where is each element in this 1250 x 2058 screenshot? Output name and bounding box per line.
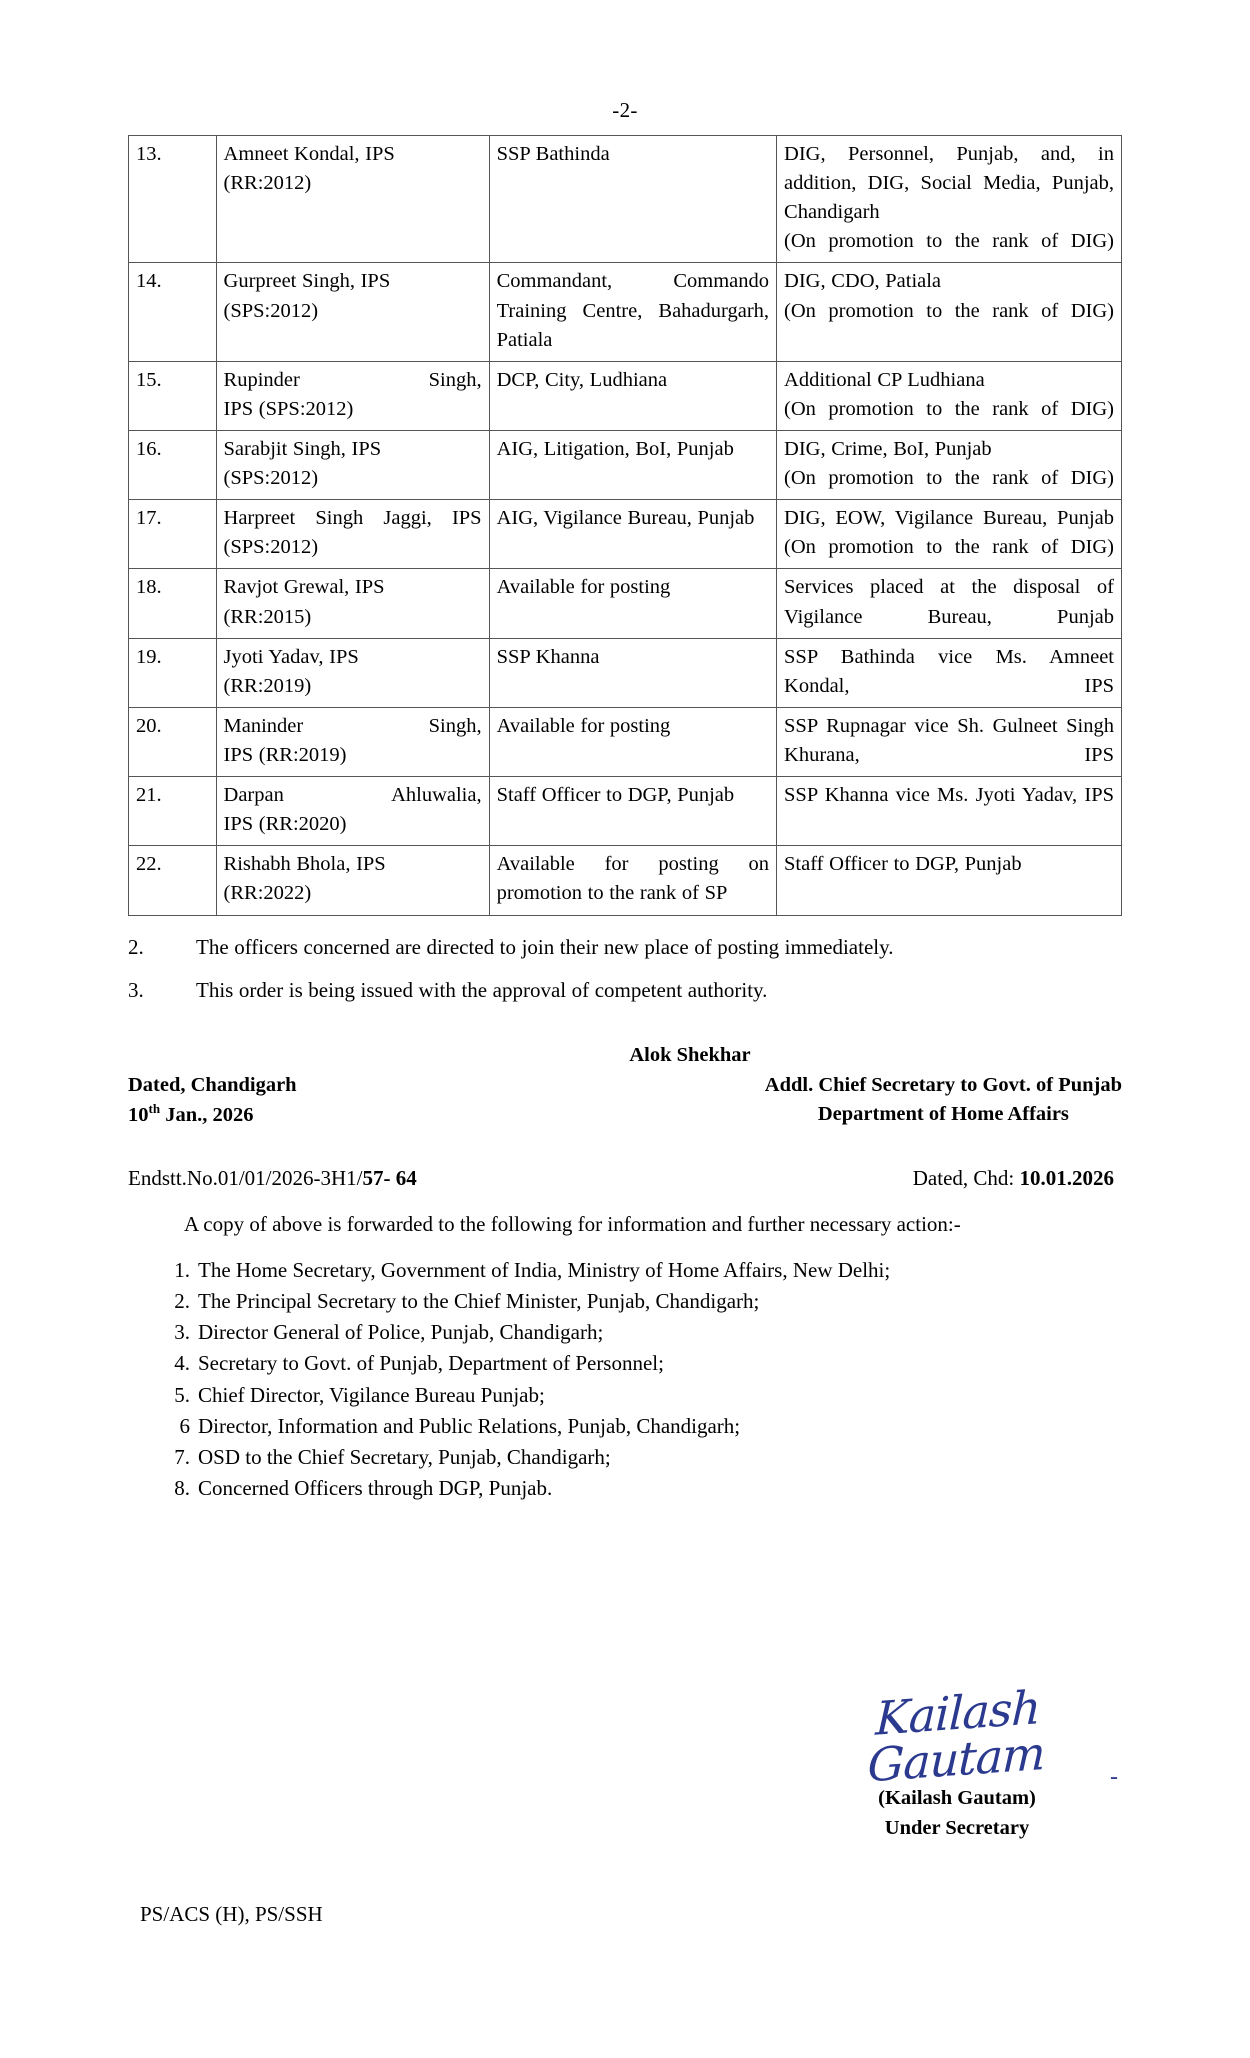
- list-item: [128, 1317, 1122, 1347]
- row-new-posting: [777, 500, 1122, 569]
- officer-batch-line: (SPS:2012): [223, 299, 319, 322]
- row-present-posting: DCP, City, Ludhiana: [489, 361, 776, 430]
- row-new-posting: [777, 430, 1122, 499]
- paragraph-3-text: This order is being issued with the approval of competent authority.: [196, 978, 768, 1003]
- officer-batch-line: (RR:2019): [223, 674, 312, 697]
- officer-batch-line: IPS (RR:2020): [223, 813, 347, 836]
- signature-dash-mark: -: [1110, 1764, 1118, 1790]
- row-serial: 13.: [129, 136, 217, 263]
- list-item-text: Director General of Police, Punjab, Chandigarh;: [198, 1320, 604, 1345]
- new-posting-line: DIG, CDO, Patiala: [784, 270, 942, 293]
- signatory-name: Alok Shekhar: [629, 1043, 751, 1066]
- paragraph-3: [128, 975, 1122, 1007]
- row-officer-name: [216, 846, 489, 915]
- forward-list: [128, 1255, 1122, 1504]
- new-posting-note: (On promotion to the rank of DIG): [784, 536, 1114, 559]
- copy-forwarded-paragraph: [128, 1209, 1122, 1241]
- officer-name-line: Sarabjit Singh, IPS: [223, 437, 382, 460]
- list-item: [128, 1411, 1122, 1441]
- row-present-posting: Available for posting on promotion to the rank of SP: [489, 846, 776, 915]
- paragraph-2-number: 2.: [128, 934, 144, 959]
- table-row: [129, 777, 1122, 846]
- row-serial: 20.: [129, 707, 217, 776]
- handwritten-signature: Kailash Gautam: [866, 1680, 1046, 1793]
- row-serial: 14.: [129, 263, 217, 361]
- list-item-number: 3.: [174, 1320, 190, 1345]
- signatory-designation: Addl. Chief Secretary to Govt. of Punjab: [764, 1073, 1122, 1096]
- table-row: [129, 500, 1122, 569]
- officer-batch-line: (SPS:2012): [223, 536, 319, 559]
- list-item-text: Concerned Officers through DGP, Punjab.: [198, 1476, 553, 1501]
- list-item: [128, 1348, 1122, 1378]
- table-row: [129, 136, 1122, 263]
- endorsement-date-value: 10.01.2026: [1019, 1165, 1114, 1190]
- officer-name-line: Rishabh Bhola, IPS: [223, 853, 386, 876]
- row-officer-name: [216, 777, 489, 846]
- officer-name-line: Amneet Kondal, IPS: [223, 143, 395, 165]
- paragraph-2: [128, 932, 1122, 964]
- posting-table: [128, 135, 1122, 916]
- new-posting-line: DIG, Crime, BoI, Punjab: [784, 437, 992, 460]
- endorsement-prefix: Endstt.No.01/01/2026-3H1/: [128, 1165, 363, 1190]
- page-number: -2-: [612, 98, 638, 122]
- dated-place: Dated, Chandigarh: [128, 1073, 297, 1096]
- posting-table-body: [129, 136, 1122, 916]
- row-present-posting: Commandant, Commando Training Centre, Bahadurgarh, Patiala: [489, 263, 776, 361]
- row-officer-name: [216, 263, 489, 361]
- row-present-posting: AIG, Litigation, BoI, Punjab: [489, 430, 776, 499]
- under-secretary-name: (Kailash Gautam): [878, 1787, 1036, 1809]
- list-item: [128, 1255, 1122, 1285]
- officer-name-line: Darpan Ahluwalia,: [223, 784, 482, 807]
- officer-name-line: Rupinder Singh,: [223, 368, 482, 391]
- officer-name-line: Harpreet Singh Jaggi, IPS: [223, 507, 482, 530]
- officer-name-line: Ravjot Grewal, IPS: [223, 576, 385, 599]
- row-new-posting: [777, 638, 1122, 707]
- row-officer-name: [216, 707, 489, 776]
- date-day: 10: [128, 1103, 149, 1126]
- list-item: [128, 1442, 1122, 1472]
- officer-batch-line: IPS (RR:2019): [223, 743, 347, 766]
- list-item-number: 5.: [174, 1382, 190, 1407]
- table-row: [129, 361, 1122, 430]
- table-row: [129, 638, 1122, 707]
- row-officer-name: [216, 569, 489, 638]
- row-officer-name: [216, 500, 489, 569]
- officer-batch-line: (RR:2015): [223, 605, 312, 628]
- under-secretary-title: Under Secretary: [884, 1816, 1030, 1839]
- new-posting-line: SSP Bathinda vice Ms. Amneet Kondal, IPS: [784, 645, 1114, 697]
- row-officer-name: [216, 136, 489, 263]
- row-new-posting: [777, 136, 1122, 263]
- date-ordinal: th: [148, 1100, 161, 1116]
- list-item-number: 1.: [174, 1257, 190, 1282]
- dated-date: [128, 1100, 297, 1130]
- new-posting-note: (On promotion to the rank of DIG): [784, 397, 1114, 420]
- list-item-text: Director, Information and Public Relations, Punjab, Chandigarh;: [198, 1413, 741, 1438]
- new-posting-line: Additional CP Ludhiana: [784, 368, 985, 391]
- row-present-posting: Available for posting: [489, 569, 776, 638]
- table-row: [129, 569, 1122, 638]
- list-item: [128, 1473, 1122, 1503]
- signatory-department: Department of Home Affairs: [817, 1102, 1069, 1125]
- officer-batch-line: (RR:2012): [223, 172, 312, 195]
- dated-place-block: [128, 1071, 297, 1130]
- new-posting-line: DIG, Personnel, Punjab, and, in addition, DIG, Social Media, Punjab, Chandigarh: [784, 143, 1114, 224]
- row-new-posting: [777, 846, 1122, 915]
- endorsement-date-label: Dated, Chd:: [912, 1165, 1020, 1190]
- row-new-posting: [777, 263, 1122, 361]
- list-item: [128, 1380, 1122, 1410]
- footer-note: PS/ACS (H), PS/SSH: [140, 1902, 323, 1926]
- endorsement-serial: 57- 64: [362, 1165, 417, 1190]
- officer-name-line: Gurpreet Singh, IPS: [223, 270, 391, 293]
- row-serial: 22.: [129, 846, 217, 915]
- row-serial: 19.: [129, 638, 217, 707]
- designation-block: [765, 1071, 1122, 1129]
- list-item-number: 2.: [174, 1288, 190, 1313]
- row-new-posting: [777, 569, 1122, 638]
- officer-batch-line: (RR:2022): [223, 882, 312, 905]
- list-item-text: Secretary to Govt. of Punjab, Department of Personnel;: [198, 1351, 664, 1376]
- row-officer-name: [216, 361, 489, 430]
- new-posting-line: SSP Khanna vice Ms. Jyoti Yadav, IPS: [784, 784, 1114, 807]
- row-serial: 16.: [129, 430, 217, 499]
- row-serial: 17.: [129, 500, 217, 569]
- signatory-row: [128, 1071, 1122, 1130]
- copy-forwarded-text: A copy of above is forwarded to the following for information and further necessary action:-: [184, 1212, 961, 1237]
- new-posting-line: Services placed at the disposal of Vigilance Bureau, Punjab: [784, 576, 1114, 628]
- officer-batch-line: (SPS:2012): [223, 467, 319, 490]
- new-posting-note: (On promotion to the rank of DIG): [784, 230, 1114, 253]
- table-row: [129, 707, 1122, 776]
- new-posting-line: Staff Officer to DGP, Punjab: [784, 853, 1022, 876]
- list-item-number: 7.: [174, 1444, 190, 1469]
- row-present-posting: AIG, Vigilance Bureau, Punjab: [489, 500, 776, 569]
- table-row: [129, 263, 1122, 361]
- row-officer-name: [216, 430, 489, 499]
- endorsement-row: [128, 1164, 1122, 1193]
- officer-batch-line: IPS (SPS:2012): [223, 397, 354, 420]
- list-item: [128, 1286, 1122, 1316]
- row-officer-name: [216, 638, 489, 707]
- list-item-number: 6: [179, 1413, 190, 1438]
- row-serial: 18.: [129, 569, 217, 638]
- row-new-posting: [777, 707, 1122, 776]
- endorsement-number: [128, 1164, 417, 1193]
- endorsement-date: [913, 1164, 1114, 1193]
- new-posting-line: SSP Rupnagar vice Sh. Gulneet Singh Khurana, IPS: [784, 714, 1114, 766]
- row-serial: 15.: [129, 361, 217, 430]
- list-item-number: 4.: [174, 1351, 190, 1376]
- paragraph-2-text: The officers concerned are directed to join their new place of posting immediately.: [196, 934, 894, 959]
- table-row: [129, 430, 1122, 499]
- under-secretary-signature-block: [792, 1680, 1122, 1843]
- list-item-number: 8.: [174, 1476, 190, 1501]
- officer-name-line: Maninder Singh,: [223, 714, 482, 737]
- list-item-text: The Principal Secretary to the Chief Minister, Punjab, Chandigarh;: [198, 1288, 760, 1313]
- list-item-text: OSD to the Chief Secretary, Punjab, Chandigarh;: [198, 1444, 611, 1469]
- row-new-posting: [777, 361, 1122, 430]
- table-row: [129, 846, 1122, 915]
- row-present-posting: Available for posting: [489, 707, 776, 776]
- list-item-text: Chief Director, Vigilance Bureau Punjab;: [198, 1382, 545, 1407]
- new-posting-note: (On promotion to the rank of DIG): [784, 299, 1114, 322]
- row-present-posting: Staff Officer to DGP, Punjab: [489, 777, 776, 846]
- date-rest: Jan., 2026: [160, 1103, 254, 1126]
- row-present-posting: SSP Bathinda: [489, 136, 776, 263]
- signatory-block: [128, 1041, 1122, 1130]
- row-present-posting: SSP Khanna: [489, 638, 776, 707]
- officer-name-line: Jyoti Yadav, IPS: [223, 645, 359, 668]
- new-posting-line: DIG, EOW, Vigilance Bureau, Punjab: [784, 507, 1114, 530]
- paragraph-3-number: 3.: [128, 978, 144, 1003]
- row-serial: 21.: [129, 777, 217, 846]
- row-new-posting: [777, 777, 1122, 846]
- new-posting-note: (On promotion to the rank of DIG): [784, 467, 1114, 490]
- list-item-text: The Home Secretary, Government of India, Ministry of Home Affairs, New Delhi;: [198, 1257, 891, 1282]
